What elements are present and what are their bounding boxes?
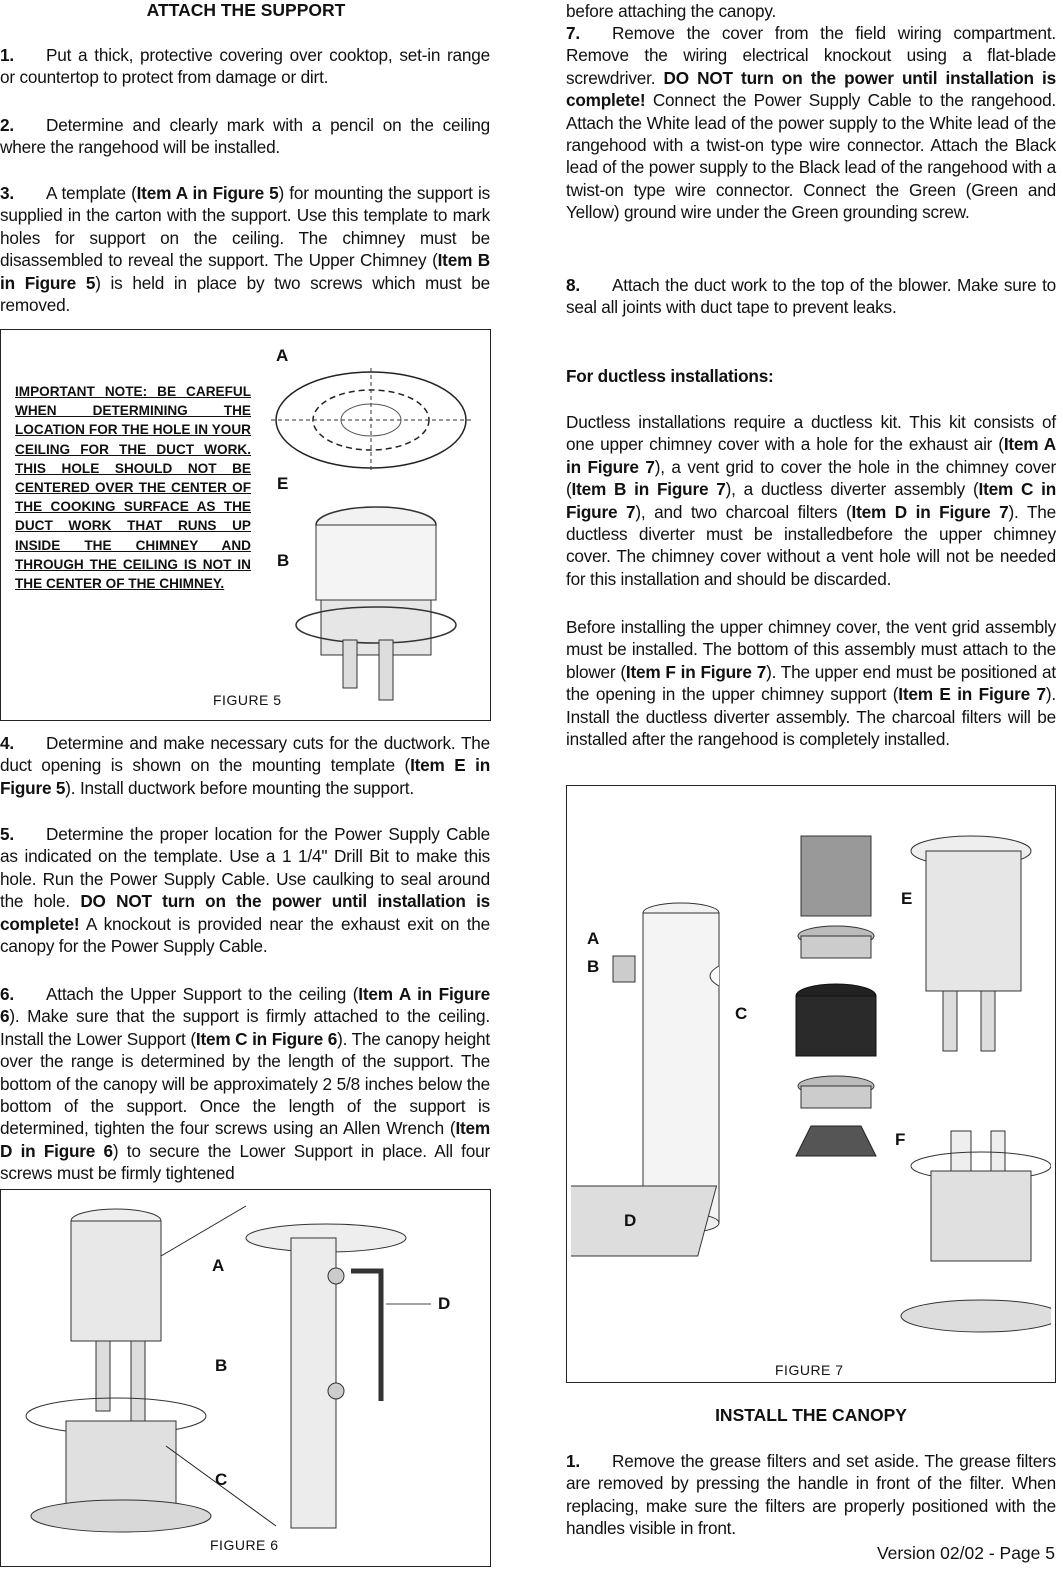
figure5-label-a: A <box>276 346 289 365</box>
figure7-caption: FIGURE 7 <box>775 1362 844 1378</box>
figure7-label-b: B <box>587 957 600 976</box>
ductless-heading: For ductless installations: <box>566 366 774 386</box>
ductless-paragraph-1: Ductless installations require a ductless kit. This kit consists of one upper chimney cover with a hole for the exhaust air (Item A in Figure 7), a vent grid to cover the hole in the chimney cover (Item B in Figure 7), a ductless diverter assembly (Item C in Figure 7), and two charcoal filters (Item D in Figure 7). The ductless diverter must be installedbefore the upper chimney cover. The chimney cover without a vent hole will not be needed for this installation and should be discarded. <box>566 412 1057 589</box>
figure7-label-d: D <box>624 1211 637 1230</box>
figure7-label-f: F <box>895 1130 906 1149</box>
attach-support-heading: ATTACH THE SUPPORT <box>146 0 346 20</box>
step-3: 3. A template (Item A in Figure 5) for mounting the support is supplied in the carton with the support. Use this template to mark holes for support on the ceiling. The chimney must be disassembled to reveal the support. The Upper Chimney (Item B in Figure 5) is held in place by two screws which must be removed. <box>0 183 490 316</box>
figure6-label-d: D <box>438 1294 451 1313</box>
figure7-label-c: C <box>735 1004 748 1023</box>
canopy-step-1: 1. Remove the grease filters and set aside. The grease filters are removed by pressing the handle in front of the filter. When replacing, make sure the filters are properly positioned with the handles visible in front. <box>566 1451 1056 1539</box>
figure5-label-e: E <box>277 474 289 493</box>
support-assembly-illustration <box>6 1196 486 1536</box>
figure7-label-a: A <box>587 929 600 948</box>
step-5: 5. Determine the proper location for the Power Supply Cable as indicated on the template. Use a 1 1/4" Drill Bit to make this hole. Run the Power Supply Cable. Use caulking to seal around the hole. DO NOT turn on the power until installation is complete! A knockout is provided near the exhaust exit on the canopy for the Power Supply Cable. <box>0 824 490 957</box>
ductless-kit-illustration <box>571 796 1051 1356</box>
figure-6 <box>0 1189 491 1567</box>
mounting-template-illustration <box>261 340 481 710</box>
figure6-label-c: C <box>215 1470 228 1489</box>
step-1: 1. Put a thick, protective covering over cooktop, set-in range or countertop to protect from damage or dirt. <box>0 45 490 88</box>
figure-7 <box>566 785 1056 1383</box>
figure6-label-a: A <box>212 1256 225 1275</box>
figure6-label-b: B <box>215 1356 228 1375</box>
figure-5 <box>0 329 491 721</box>
figure7-label-e: E <box>901 889 913 908</box>
continued-text: before attaching the canopy. <box>566 1 777 21</box>
step-7: 7. Remove the cover from the field wiring compartment. Remove the wiring electrical knockout using a flat-blade screwdriver. DO NOT turn on the power until installation is complete! Connect the Power Supply Cable to the rangehood. Attach the White lead of the power supply to the White lead of the rangehood with a twist-on type wire connector. Attach the Black lead of the power supply to the Black lead of the rangehood with a twist-on type wire connector. Connect the Green (Green and Yellow) ground wire under the Green grounding screw. <box>566 23 1056 223</box>
step-8: 8. Attach the duct work to the top of the blower. Make sure to seal all joints with duct tape to prevent leaks. <box>566 275 1056 318</box>
page-footer: Version 02/02 - Page 5 <box>876 1543 1055 1563</box>
step-2: 2. Determine and clearly mark with a pencil on the ceiling where the rangehood will be installed. <box>0 115 490 158</box>
step-4: 4. Determine and make necessary cuts for the ductwork. The duct opening is shown on the mounting template (Item E in Figure 5). Install ductwork before mounting the support. <box>0 733 490 798</box>
ductless-paragraph-2: Before installing the upper chimney cover, the vent grid assembly must be installed. The bottom of this assembly must attach to the blower (Item F in Figure 7). The upper end must be positioned at the opening in the upper chimney support (Item E in Figure 7). Install the ductless diverter assembly. The charcoal filters will be installed after the rangehood is completely installed. <box>566 617 1056 750</box>
figure5-label-b: B <box>277 551 290 570</box>
step-6: 6. Attach the Upper Support to the ceiling (Item A in Figure 6). Make sure that the support is firmly attached to the ceiling. Install the Lower Support (Item C in Figure 6). The canopy height over the range is determined by the length of the support. The bottom of the canopy will be approximately 2 5/8 inches below the bottom of the support. Once the length of the support is determined, tighten the four screws using an Allen Wrench (Item D in Figure 6) to secure the Lower Support in place. All four screws must be firmly tightened <box>0 984 490 1184</box>
important-note: IMPORTANT NOTE: BE CAREFUL WHEN DETERMINING THE LOCATION FOR THE HOLE IN YOUR CEILING FOR THE DUCT WORK. THIS HOLE SHOULD NOT BE CENTERED OVER THE CENTER OF THE COOKING SURFACE AS THE DUCT WORK THAT RUNS UP INSIDE THE CHIMNEY AND THROUGH THE CEILING IS NOT IN THE CENTER OF THE CHIMNEY. <box>15 384 251 592</box>
figure5-caption: FIGURE 5 <box>213 692 282 708</box>
install-canopy-heading: INSTALL THE CANOPY <box>715 1405 907 1425</box>
figure6-caption: FIGURE 6 <box>210 1537 279 1553</box>
